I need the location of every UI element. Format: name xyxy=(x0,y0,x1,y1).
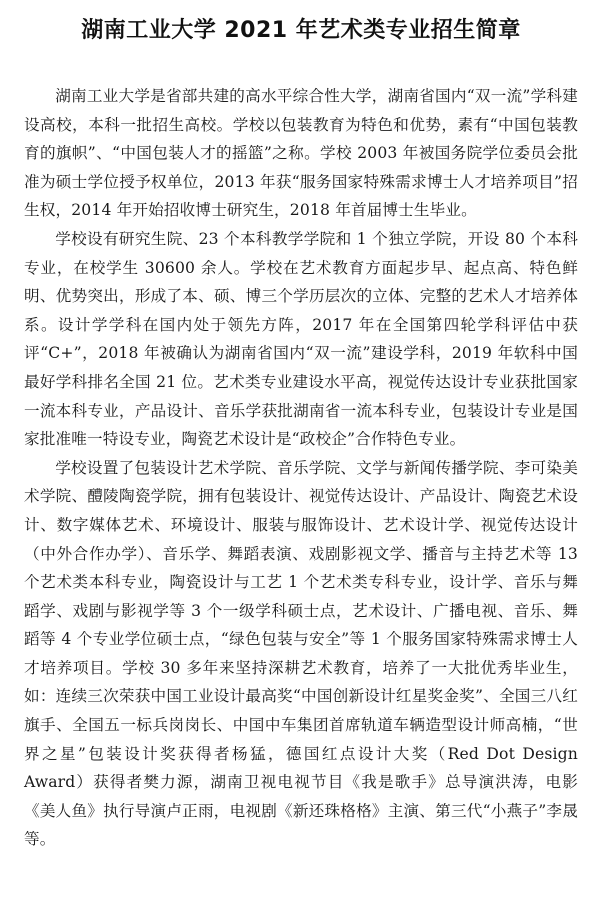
document-title: 湖南工业大学 2021 年艺术类专业招生简章 xyxy=(81,18,521,43)
paragraph-programs: 学校设有研究生院、23 个本科教学学院和 1 个独立学院，开设 80 个本科专业，在校学生 30600 余人。学校在艺术教育方面起步早、起点高、特色鲜明、优势突出，形成了本、硕、博三个学历层次的立体、完整的艺术人才培养体系。设计学学科在国内处于领先方阵，2017 年在全国第四轮学科评估中获评“C+”，2018 年被确认为湖南省国内“双一流”建设学科，2019 年软科中国最好学科排名全国 21 位。艺术类专业建设水平高，视觉传达设计专业获批国家一流本科专业，产品设计、音乐学获批湖南省一流本科专业，包装设计专业是国家批准唯一特设专业，陶瓷艺术设计是“政校企”合作特色专业。 xyxy=(24,229,578,449)
paragraph-intro: 湖南工业大学是省部共建的高水平综合性大学，湖南省国内“双一流”学科建设高校，本科一批招生高校。学校以包装教育为特色和优势，素有“中国包装教育的旗帜”、“中国包装人才的摇篮”之称。学校 2003 年被国务院学位委员会批准为硕士学位授予权单位，2013 年获“服务国家特殊需求博士人才培养项目”招生权，2014 年开始招收博士研究生，2018 年首届博士生毕业。 xyxy=(24,87,578,220)
paragraph-colleges: 学校设置了包装设计艺术学院、音乐学院、文学与新闻传播学院、李可染美术学院、醴陵陶瓷学院，拥有包装设计、视觉传达设计、产品设计、陶瓷艺术设计、数字媒体艺术、环境设计、服装与服饰设计、艺术设计学、视觉传达设计（中外合作办学）、音乐学、舞蹈表演、戏剧影视文学、播音与主持艺术等 13 个艺术类本科专业，陶瓷设计与工艺 1 个艺术类专科专业，设计学、音乐与舞蹈学、戏剧与影视学等 3 个一级学科硕士点，艺术设计、广播电视、音乐、舞蹈等 4 个专业学位硕士点，“绿色包装与安全”等 1 个服务国家特殊需求博士人才培养项目。学校 30 多年来坚持深耕艺术教育，培养了一大批优秀毕业生，如：连续三次荣获中国工业设计最高奖“中国创新设计红星奖金奖”、全国三八红旗手、全国五一标兵岗岗长、中国中车集团首席轨道车辆造型设计师高楠，“世界之星”包装设计奖获得者杨猛，德国红点设计大奖（Red Dot Design Award）获得者樊力源，湖南卫视电视节目《我是歌手》总导演洪涛，电影《美人鱼》执行导演卢正雨，电视剧《新还珠格格》主演、第三代“小燕子”李晟等。 xyxy=(24,458,578,849)
